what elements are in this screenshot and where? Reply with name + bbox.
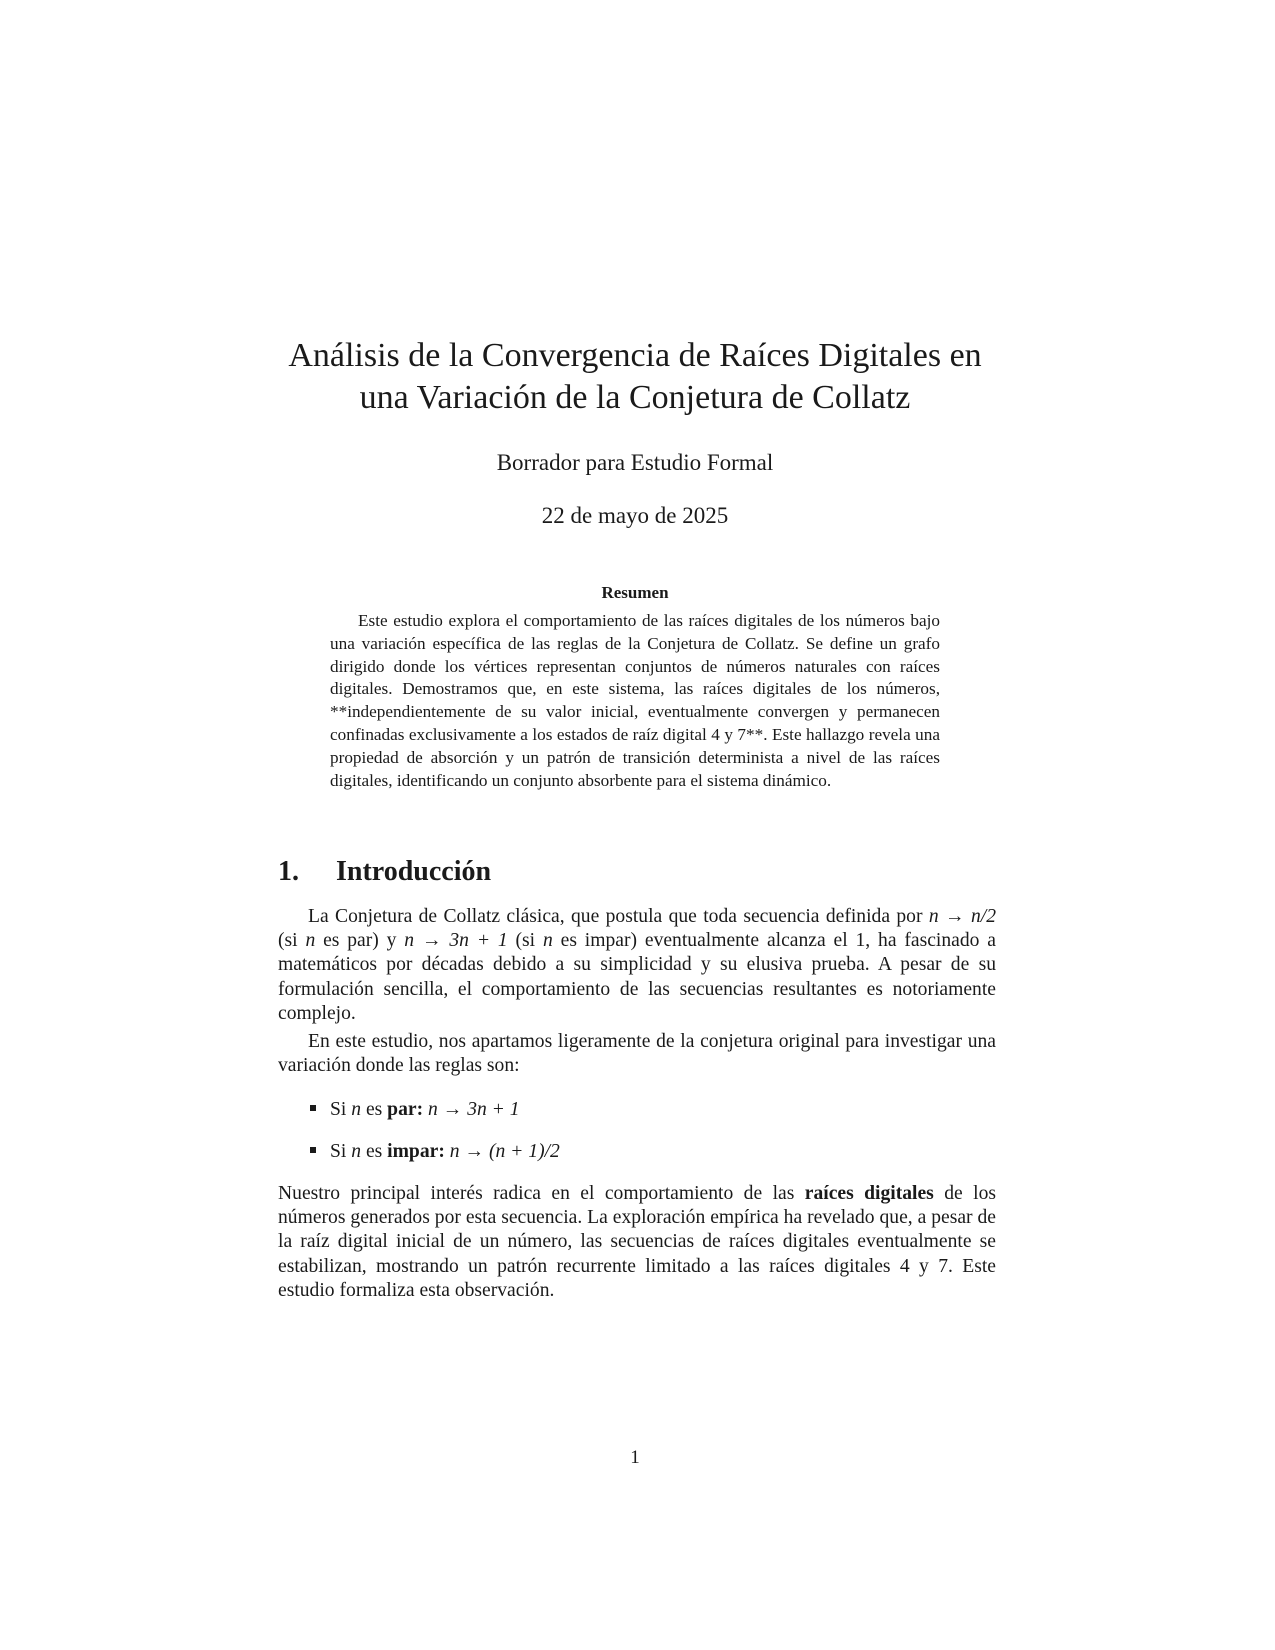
abstract-heading: Resumen: [601, 583, 669, 602]
bullet-marker: [310, 1147, 316, 1153]
intro-paragraph-3: [278, 1182, 996, 1303]
abstract-text: Este estudio explora el comportamiento de las raíces digitales de los números bajo una variación específica de las reglas de la Conjetura de Collatz. Se define un grafo dirigido donde los vértices representan conjuntos de números naturales con raíces digitales. Demostramos que, en este sistema, las raíces digitales de los números, **independientemente de su valor inicial, eventualmente convergen y permanecen confinadas exclusivamente a los estados de raíz digital 4 y 7**. Este hallazgo revela una propiedad de absorción y un patrón de transición determinista a nivel de las raíces digitales, identificando un conjunto absorbente para el sistema dinámico.: [330, 611, 940, 790]
bullet-var: n: [351, 1099, 362, 1120]
bullet-rule: n → (n + 1)/2: [449, 1141, 560, 1162]
para1-text-1: La Conjetura de Collatz clásica, que postula que toda secuencia definida por: [308, 906, 929, 927]
rule-bullet-even: [310, 1098, 520, 1122]
page-number: 1: [630, 1447, 640, 1468]
title-line-1: Análisis de la Convergencia de Raíces Digitales en: [288, 337, 982, 374]
title-line-2: una Variación de la Conjetura de Collatz: [359, 379, 911, 416]
math-collatz-odd: n → 3n + 1: [404, 930, 508, 952]
bullet-mid: es: [361, 1099, 388, 1120]
date-line: 22 de mayo de 2025: [541, 503, 729, 528]
section-heading-introduction: [278, 855, 491, 889]
paper-title: [240, 335, 1030, 419]
rule-bullet-odd: [310, 1140, 560, 1164]
bullet-kind: par:: [387, 1099, 424, 1120]
para1-text-3: es par) y: [315, 930, 405, 952]
bullet-kind: impar:: [387, 1141, 445, 1162]
bullet-marker: [310, 1105, 316, 1111]
math-n: n: [542, 930, 553, 952]
bullet-var: n: [351, 1141, 362, 1162]
math-collatz-even: n → n/2: [928, 906, 996, 927]
para3-text-2: de los números generados por esta secuencia. La exploración empírica ha revelado que, a pesar de la raíz digital inicial de un número, las secuencias de raíces digitales eventualmente se estabilizan, mostrando un patrón recurrente limitado a las raíces digitales 4 y 7. Este estudio formaliza esta observación.: [278, 1183, 996, 1301]
para3-bold-term: raíces digitales: [804, 1183, 934, 1204]
section-number: 1.: [278, 856, 299, 887]
para3-text-1: Nuestro principal interés radica en el comportamiento de las: [278, 1183, 805, 1204]
author-line: Borrador para Estudio Formal: [496, 450, 774, 475]
section-title: Introducción: [336, 856, 492, 887]
math-n: n: [305, 930, 316, 952]
intro-paragraph-2: En este estudio, nos apartamos ligeramente de la conjetura original para investigar una variación donde las reglas son:: [278, 1031, 996, 1077]
bullet-prefix: Si: [330, 1141, 352, 1162]
intro-paragraph-1: [278, 905, 996, 1026]
bullet-mid: es: [361, 1141, 388, 1162]
para1-text-2: (si: [278, 930, 306, 952]
bullet-rule: n → 3n + 1: [428, 1099, 520, 1120]
para1-text-4: (si: [507, 930, 543, 952]
para1-text-5: es impar) eventualmente alcanza el 1, ha fascinado a matemáticos por décadas debido a su simplicidad y su elusiva prueba. A pesar de su formulación sencilla, el comportamiento de las secuencias resultantes es notoriamente complejo.: [278, 930, 997, 1024]
bullet-prefix: Si: [330, 1099, 352, 1120]
